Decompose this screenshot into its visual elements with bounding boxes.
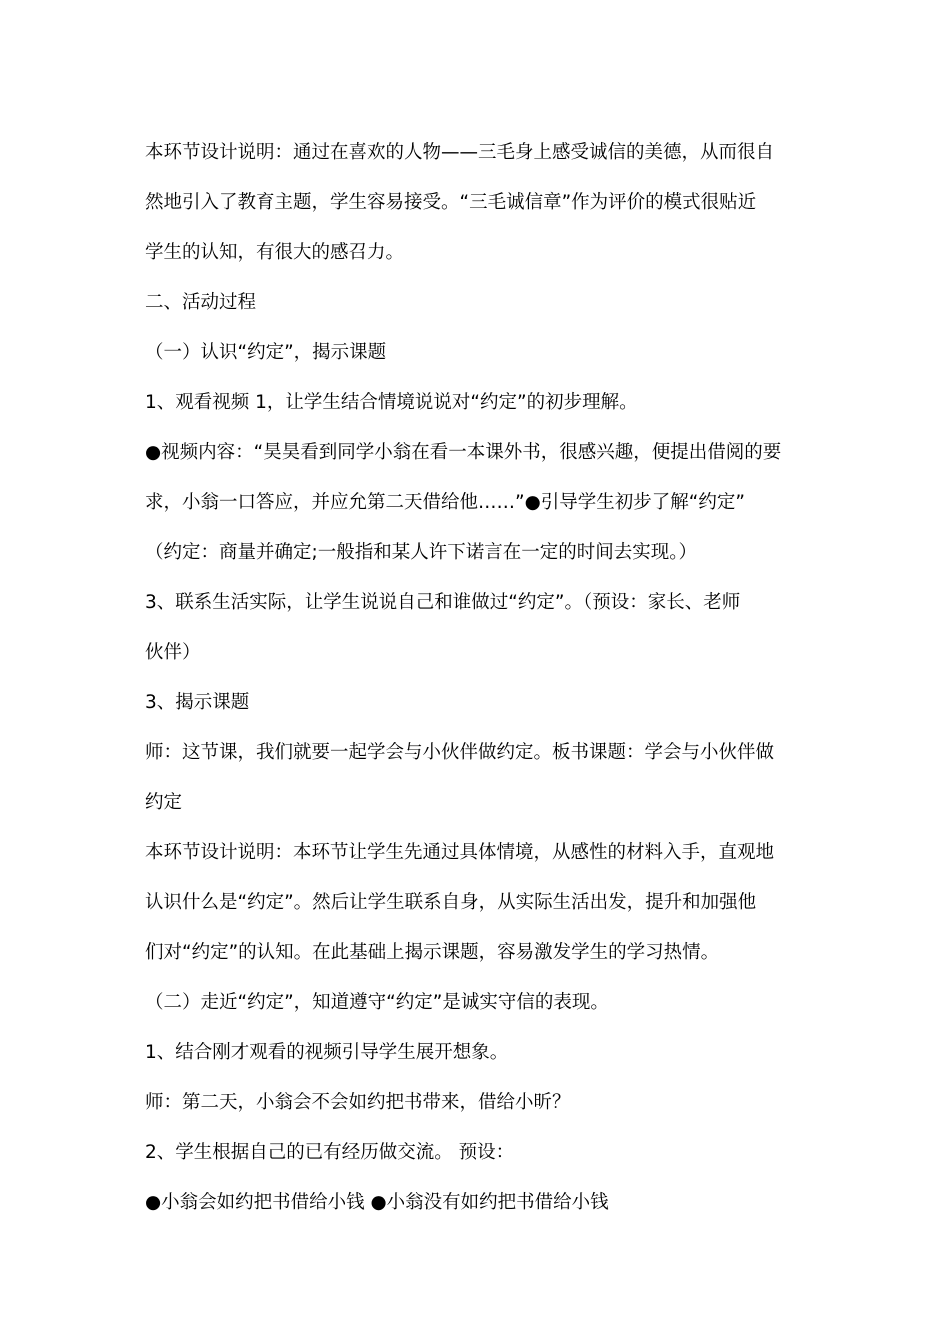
design-note-1-line-3: 学生的认知，有很大的感召力。 [145,242,405,263]
step-real-life-line-2: 伙伴） [145,642,201,663]
step-reveal-topic: 3、揭示课题 [145,692,250,713]
teacher-question: 师：第二天，小翁会不会如约把书带来，借给小昕？ [145,1092,571,1113]
section-heading-activity-process: 二、活动过程 [145,292,257,313]
preset-options: ●小翁会如约把书借给小钱 ●小翁没有如约把书借给小钱 [145,1192,609,1213]
teacher-line-1: 师：这节课，我们就要一起学会与小伙伴做约定。板书课题：学会与小伙伴做 [145,742,775,763]
definition-note: （约定：商量并确定;一般指和某人许下诺言在一定的时间去实现。） [145,542,697,563]
step-exchange: 2、学生根据自己的已有经历做交流。 预设： [145,1142,515,1163]
step-imagine: 1、结合刚才观看的视频引导学生展开想象。 [145,1042,509,1063]
teacher-line-2: 约定 [145,792,183,813]
video-content-line-2: 求，小翁一口答应，并应允第二天借给他……”●引导学生初步了解“约定” [145,492,745,513]
subsection-heading-2: （二）走近“约定”，知道遵守“约定”是诚实守信的表现。 [145,992,609,1013]
step-watch-video: 1、观看视频 1，让学生结合情境说说对“约定”的初步理解。 [145,392,638,413]
step-real-life-line-1: 3、联系生活实际，让学生说说自己和谁做过“约定”。（预设：家长、老师 [145,592,741,613]
design-note-2-line-3: 们对“约定”的认知。在此基础上揭示课题，容易激发学生的学习热情。 [145,942,720,963]
document-body [145,128,810,1228]
design-note-2-line-1: 本环节设计说明：本环节让学生先通过具体情境，从感性的材料入手，直观地 [145,842,775,863]
subsection-heading-1: （一）认识“约定”，揭示课题 [145,342,387,363]
design-note-1-line-1: 本环节设计说明：通过在喜欢的人物——三毛身上感受诚信的美德，从而很自 [145,142,775,163]
design-note-1-line-2: 然地引入了教育主题，学生容易接受。“三毛诚信章”作为评价的模式很贴近 [145,192,757,213]
design-note-2-line-2: 认识什么是“约定”。然后让学生联系自身，从实际生活出发，提升和加强他 [145,892,757,913]
video-content-line-1: ●视频内容：“昊昊看到同学小翁在看一本课外书，很感兴趣，便提出借阅的要 [145,442,782,463]
